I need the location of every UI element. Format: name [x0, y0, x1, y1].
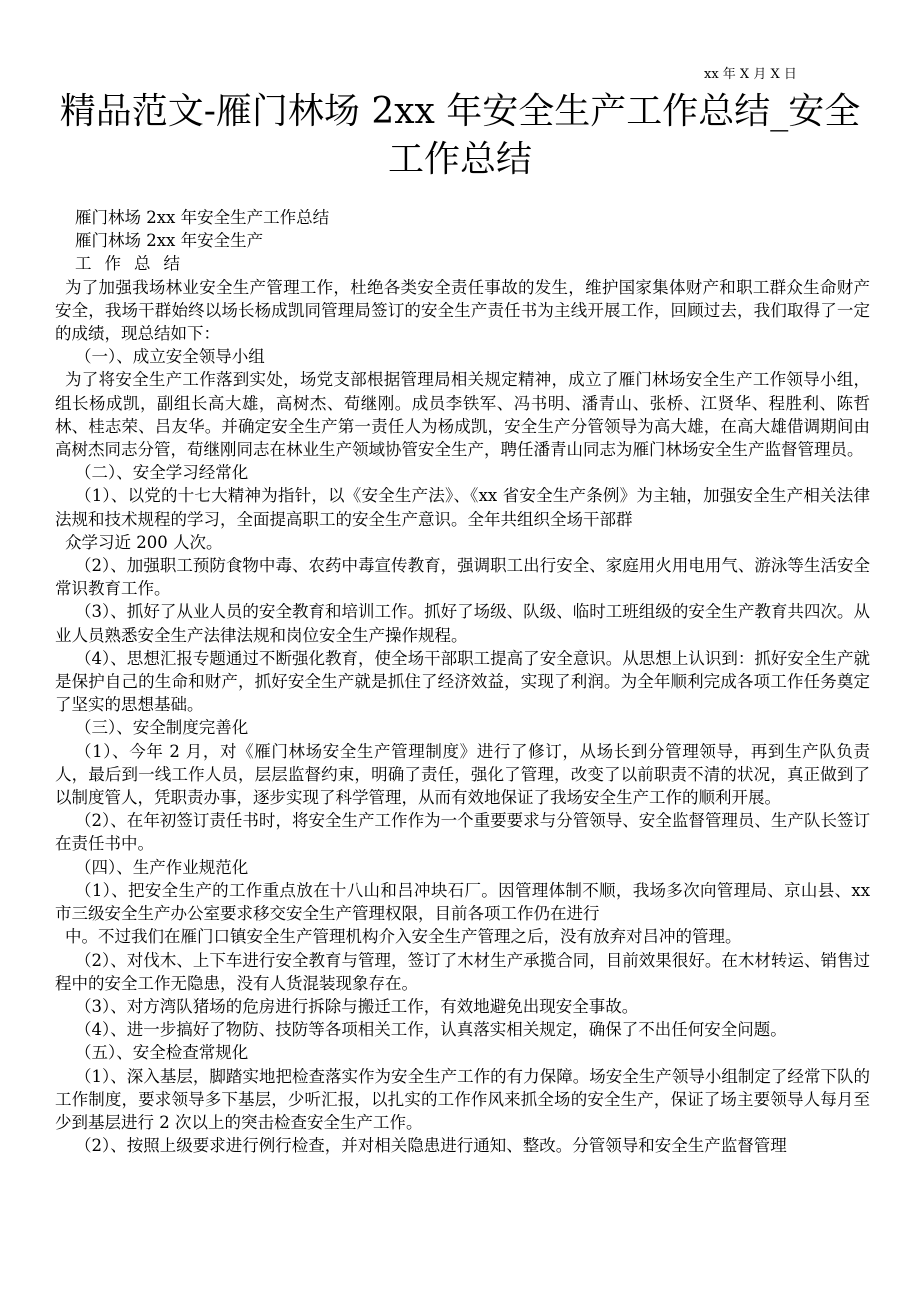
paragraph: （3）、对方湾队猪场的危房进行拆除与搬迁工作，有效地避免出现安全事故。	[75, 996, 639, 1016]
paragraph: （一）、成立安全领导小组	[75, 347, 265, 367]
paragraph: （1）、今年 2 月，对《雁门林场安全生产管理制度》进行了修订，从场长到分管理领导，再到生产队负责人，最后到一线工作人员，层层监督约束，明确了责任，强化了管理，改变了以前职责不清的状况，真正做到了以制度管人，凭职责办事，逐步实现了科学管理，从而有效地保证了我场安全生产工作的顺利开展。	[55, 741, 870, 808]
paragraph: （2）、在年初签订责任书时，将安全生产工作作为一个重要要求与分管领导、安全监督管理员、生产队长签订在责任书中。	[55, 811, 870, 854]
paragraph: （1）、以党的十七大精神为指针，以《安全生产法》、《xx 省安全生产条例》为主轴，加强安全生产相关法律法规和技术规程的学习，全面提高职工的安全生产意识。全年共组织全场干部群	[55, 486, 870, 529]
paragraph: （三）、安全制度完善化	[75, 718, 249, 738]
paragraph: （四）、生产作业规范化	[75, 857, 249, 877]
document-date: xx 年 X 月 X 日	[704, 67, 797, 82]
paragraph: 为了加强我场林业安全生产管理工作，杜绝各类安全责任事故的发生，维护国家集体财产和职工群众生命财产安全，我场干群始终以场长杨成凯同管理局签订的安全生产责任书为主线开展工作，回顾过去，我们取得了一定的成绩，现总结如下：	[55, 277, 870, 344]
paragraph: （五）、安全检查常规化	[75, 1043, 249, 1063]
paragraph: （2）、加强职工预防食物中毒、农药中毒宣传教育，强调职工出行安全、家庭用火用电用气、游泳等生活安全常识教育工作。	[55, 556, 870, 599]
paragraph: 为了将安全生产工作落到实处，场党支部根据管理局相关规定精神，成立了雁门林场安全生产工作领导小组，组长杨成凯，副组长高大雄，高树杰、荀继刚。成员李铁军、冯书明、潘青山、张桥、江贤华、程胜利、陈哲林、桂志荣、吕友华。并确定安全生产第一责任人为杨成凯，安全生产分管领导为高大雄，在高大雄借调期间由高树杰同志分管，荀继刚同志在林业生产领域协管安全生产，聘任潘青山同志为雁门林场安全生产监督管理员。	[55, 370, 870, 460]
paragraph: （2）、对伐木、上下车进行安全教育与管理，签订了木材生产承揽合同，目前效果很好。在木材转运、销售过程中的安全工作无隐患，没有人货混装现象存在。	[55, 950, 870, 993]
paragraph: （3）、抓好了从业人员的安全教育和培训工作。抓好了场级、队级、临时工班组级的安全生产教育共四次。从业人员熟悉安全生产法律法规和岗位安全生产操作规程。	[55, 602, 870, 645]
paragraph: （1）、深入基层，脚踏实地把检查落实作为安全生产工作的有力保障。场安全生产领导小组制定了经常下队的工作制度，要求领导多下基层，少听汇报，以扎实的工作作风来抓全场的安全生产，保证了场主要领导人每月至少到基层进行 2 次以上的突击检查安全生产工作。	[55, 1066, 870, 1132]
paragraph: 雁门林场 2xx 年安全生产工作总结	[75, 208, 330, 227]
paragraph: （4）、进一步搞好了物防、技防等各项相关工作，认真落实相关规定，确保了不出任何安全问题。	[75, 1020, 787, 1040]
paragraph: 中。不过我们在雁门口镇安全生产管理机构介入安全生产管理之后，没有放弃对吕冲的管理。	[65, 927, 742, 947]
paragraph: （2）、按照上级要求进行例行检查，并对相关隐患进行通知、整改。分管领导和安全生产监督管理	[75, 1136, 787, 1156]
paragraph: 工作总结	[75, 254, 193, 274]
paragraph: （二）、安全学习经常化	[75, 463, 249, 483]
paragraph: 雁门林场 2xx 年安全生产	[75, 231, 264, 251]
paragraph: （1）、把安全生产的工作重点放在十八山和吕冲块石厂。因管理体制不顺，我场多次向管理局、京山县、xx 市三级安全生产办公室要求移交安全生产管理权限，目前各项工作仍在进行	[55, 880, 870, 924]
paragraph: 众学习近 200 人次。	[65, 532, 223, 552]
document-title: 精品范文-雁门林场 2xx 年安全生产工作总结_安全工作总结	[59, 91, 861, 180]
paragraph: （4）、思想汇报专题通过不断强化教育，使全场干部职工提高了安全意识。从思想上认识到：抓好安全生产就是保护自己的生命和财产，抓好安全生产就是抓住了经济效益，实现了利润。为全年顺利完成各项工作任务奠定了坚实的思想基础。	[55, 648, 870, 715]
document-body	[55, 206, 870, 1157]
